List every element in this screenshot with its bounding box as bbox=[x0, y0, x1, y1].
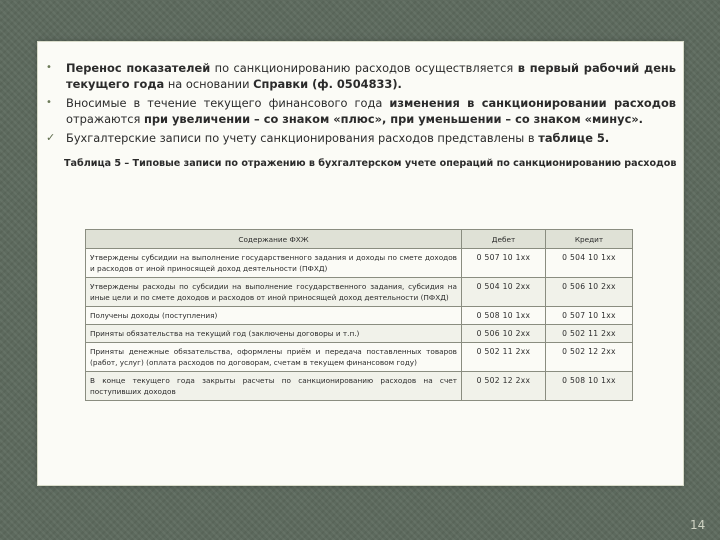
bullet-list bbox=[46, 60, 676, 149]
bullet-bold-run: Перенос показателей bbox=[66, 61, 211, 75]
bullet-bold-run: Справки (ф. 0504833). bbox=[253, 77, 402, 91]
table-row bbox=[86, 325, 633, 343]
row-debit: 0 502 11 2хх bbox=[462, 343, 546, 372]
row-description: Утверждены субсидии на выполнение государственного задания и доходы по смете доходов и расходов от иной приносящей доход деятельности (ПФХД) bbox=[86, 249, 462, 278]
table-row bbox=[86, 307, 633, 325]
bullet-text-run: на основании bbox=[164, 77, 254, 91]
bullet-marker: • bbox=[46, 97, 52, 108]
table-row bbox=[86, 249, 633, 278]
row-credit: 0 504 10 1хх bbox=[546, 249, 633, 278]
bullet-item bbox=[46, 130, 676, 146]
bullet-item bbox=[46, 95, 676, 127]
slide-number: 14 bbox=[690, 518, 706, 532]
bullet-item bbox=[46, 60, 676, 92]
row-credit: 0 502 11 2хх bbox=[546, 325, 633, 343]
table-row bbox=[86, 343, 633, 372]
row-description: Приняты денежные обязательства, оформлены приём и передача поставленных товаров (работ, услуг) (оплата расходов по договорам, счетам в текущем финансовом году) bbox=[86, 343, 462, 372]
row-credit: 0 506 10 2хх bbox=[546, 278, 633, 307]
row-debit: 0 504 10 2хх bbox=[462, 278, 546, 307]
row-description: Приняты обязательства на текущий год (заключены договоры и т.п.) bbox=[86, 325, 462, 343]
bullet-text bbox=[66, 131, 609, 145]
table-row bbox=[86, 372, 633, 401]
table-header-row bbox=[86, 230, 633, 249]
row-description: Утверждены расходы по субсидии на выполнение государственного задания, субсидия на иные цели и по смете доходов и расходов от иной приносящей доход деятельности (ПФХД) bbox=[86, 278, 462, 307]
table-row bbox=[86, 278, 633, 307]
header-debit: Дебет bbox=[462, 230, 546, 249]
table-caption: Таблица 5 – Типовые записи по отражению в бухгалтерском учете операций по санкционированию расходов bbox=[64, 158, 677, 169]
entries-table bbox=[85, 229, 633, 401]
checkmark-icon: ✓ bbox=[46, 131, 56, 144]
bullet-marker: • bbox=[46, 62, 52, 73]
bullet-bold-run: в первый рабочий день текущего года bbox=[66, 61, 676, 91]
row-description: Получены доходы (поступления) bbox=[86, 307, 462, 325]
row-credit: 0 507 10 1хх bbox=[546, 307, 633, 325]
bullet-text-run: Бухгалтерские записи по учету санкционирования расходов представлены в bbox=[66, 131, 539, 145]
bullet-bold-run: изменения в санкционировании расходов bbox=[389, 96, 676, 110]
bullet-text-run: отражаются bbox=[66, 112, 145, 126]
row-credit: 0 502 12 2хх bbox=[546, 343, 633, 372]
row-debit: 0 502 12 2хх bbox=[462, 372, 546, 401]
slide bbox=[38, 42, 683, 485]
header-credit: Кредит bbox=[546, 230, 633, 249]
row-debit: 0 507 10 1хх bbox=[462, 249, 546, 278]
bullet-bold-run: таблице 5. bbox=[538, 131, 610, 145]
row-debit: 0 508 10 1хх bbox=[462, 307, 546, 325]
bullet-bold-run: при увеличении – со знаком «плюс», при уменьшении – со знаком «минус». bbox=[144, 112, 644, 126]
row-description: В конце текущего года закрыты расчеты по санкционированию расходов на счет поступивших доходов bbox=[86, 372, 462, 401]
bullet-text-run: по санкционированию расходов осуществляется bbox=[210, 61, 518, 75]
bullet-text bbox=[66, 96, 676, 126]
row-credit: 0 508 10 1хх bbox=[546, 372, 633, 401]
bullet-text-run: Вносимые в течение текущего финансового года bbox=[66, 96, 390, 110]
row-debit: 0 506 10 2хх bbox=[462, 325, 546, 343]
bullet-text bbox=[66, 61, 676, 91]
header-content: Содержание ФХЖ bbox=[86, 230, 462, 249]
